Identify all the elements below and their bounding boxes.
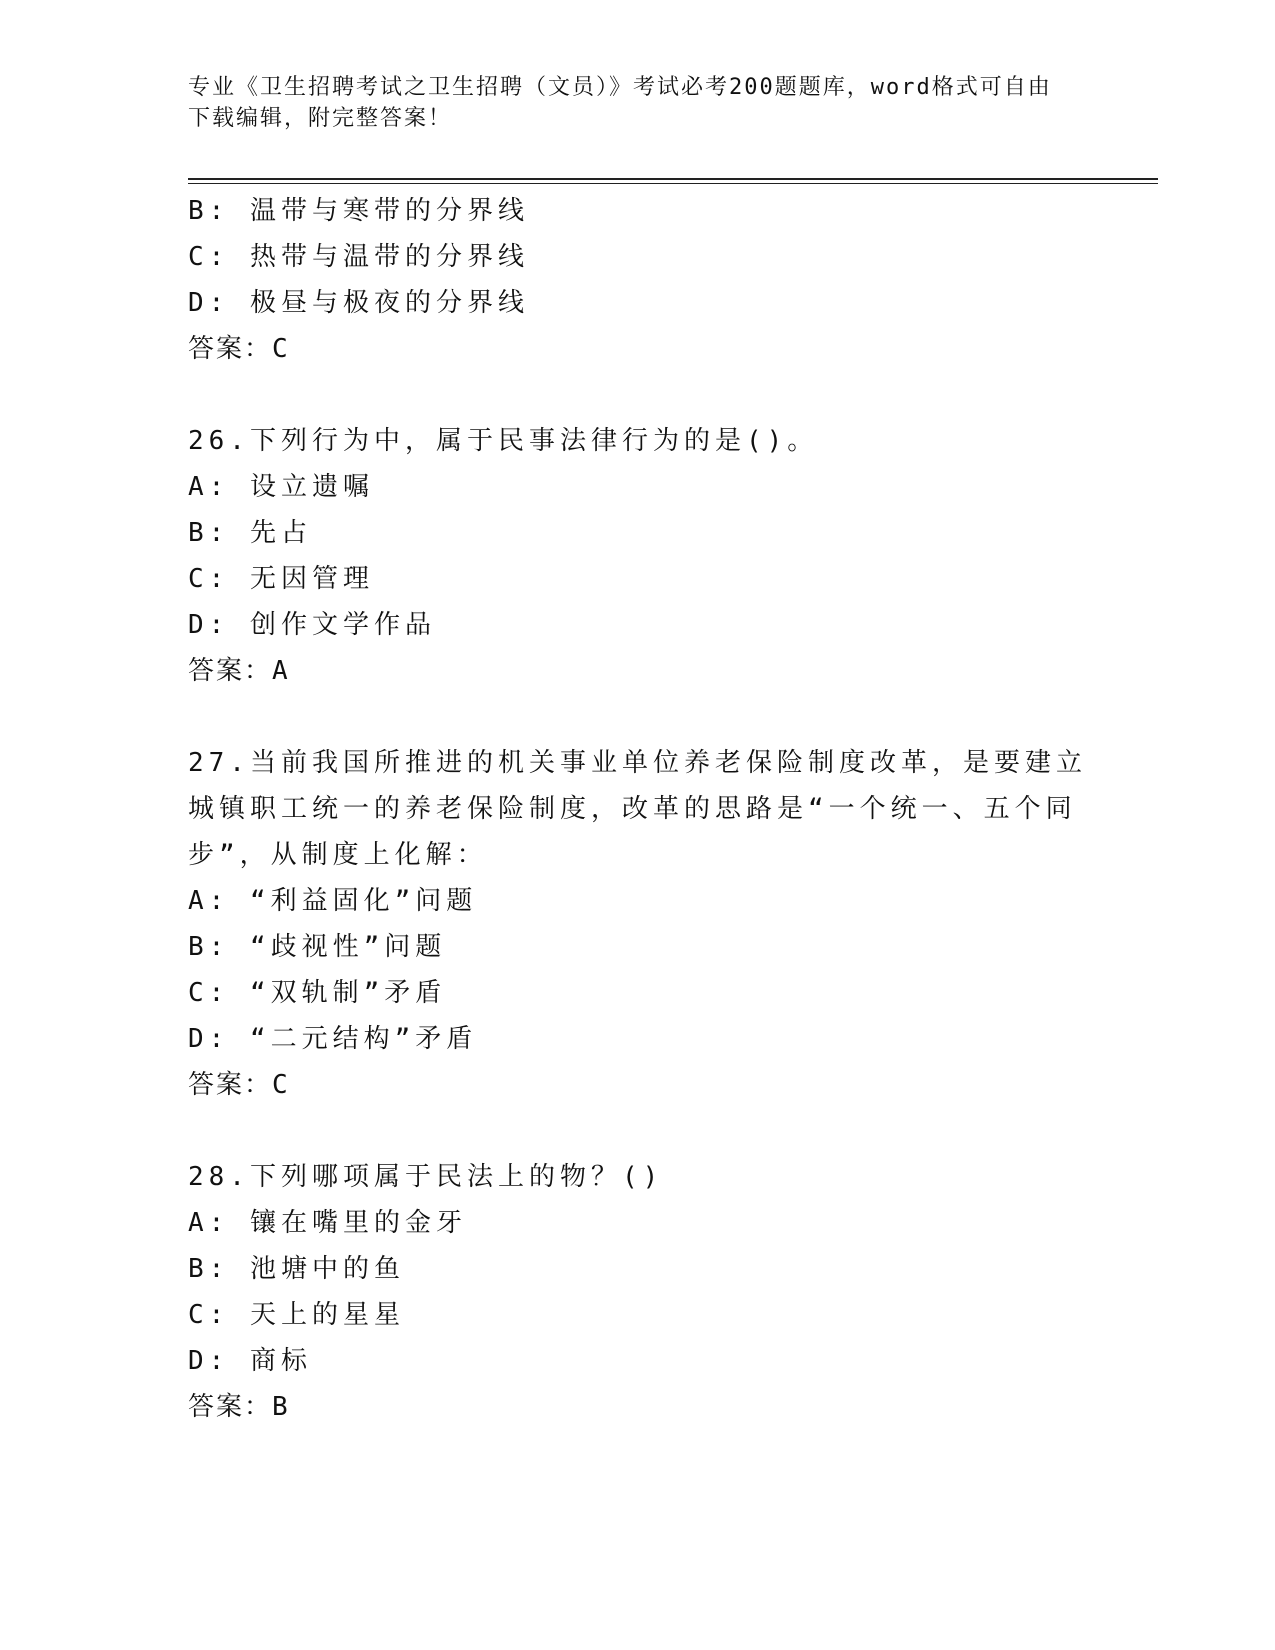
question-stem: 27.当前我国所推进的机关事业单位养老保险制度改革，是要建立城镇职工统一的养老保险制度，改革的思路是“一个统一、五个同步”，从制度上化解： bbox=[188, 748, 1087, 870]
option-b: B: 先占 bbox=[188, 518, 312, 548]
answer-label: 答案： bbox=[188, 334, 273, 364]
option-a: A: 设立遗嘱 bbox=[188, 472, 374, 502]
option-c: C: 无因管理 bbox=[188, 564, 374, 594]
question-27 bbox=[188, 740, 1088, 1108]
option-b: B: 温带与寒带的分界线 bbox=[188, 196, 529, 226]
question-stem: 26.下列行为中，属于民事法律行为的是()。 bbox=[188, 426, 819, 456]
answer-label: 答案： bbox=[188, 656, 273, 686]
option-c: C: 天上的星星 bbox=[188, 1300, 405, 1330]
question-28 bbox=[188, 1154, 1088, 1430]
option-d: D: “二元结构”矛盾 bbox=[188, 1024, 478, 1054]
answer-label: 答案： bbox=[188, 1070, 273, 1100]
answer-line bbox=[188, 648, 1088, 694]
option-c: C: “双轨制”矛盾 bbox=[188, 978, 447, 1008]
partial-question-25 bbox=[188, 188, 1088, 372]
answer-line bbox=[188, 1384, 1088, 1430]
answer-value: B bbox=[272, 1392, 289, 1422]
option-d: D: 商标 bbox=[188, 1346, 312, 1376]
answer-value: C bbox=[272, 334, 289, 364]
document-header: 专业《卫生招聘考试之卫生招聘（文员）》考试必考200题题库，word格式可自由下载编辑，附完整答案！ bbox=[188, 75, 1052, 131]
question-list bbox=[188, 188, 1088, 1430]
answer-line bbox=[188, 326, 1088, 372]
header-divider-thick bbox=[188, 178, 1158, 180]
option-b: B: “歧视性”问题 bbox=[188, 932, 447, 962]
option-c: C: 热带与温带的分界线 bbox=[188, 242, 529, 272]
answer-value: C bbox=[272, 1070, 289, 1100]
option-b: B: 池塘中的鱼 bbox=[188, 1254, 405, 1284]
option-d: D: 极昼与极夜的分界线 bbox=[188, 288, 529, 318]
question-26 bbox=[188, 418, 1088, 694]
header-divider-thin bbox=[188, 183, 1158, 184]
answer-value: A bbox=[272, 656, 289, 686]
option-a: A: 镶在嘴里的金牙 bbox=[188, 1208, 467, 1238]
answer-line bbox=[188, 1062, 1088, 1108]
option-a: A: “利益固化”问题 bbox=[188, 886, 478, 916]
option-d: D: 创作文学作品 bbox=[188, 610, 436, 640]
answer-label: 答案： bbox=[188, 1392, 273, 1422]
question-stem: 28.下列哪项属于民法上的物？() bbox=[188, 1162, 664, 1192]
